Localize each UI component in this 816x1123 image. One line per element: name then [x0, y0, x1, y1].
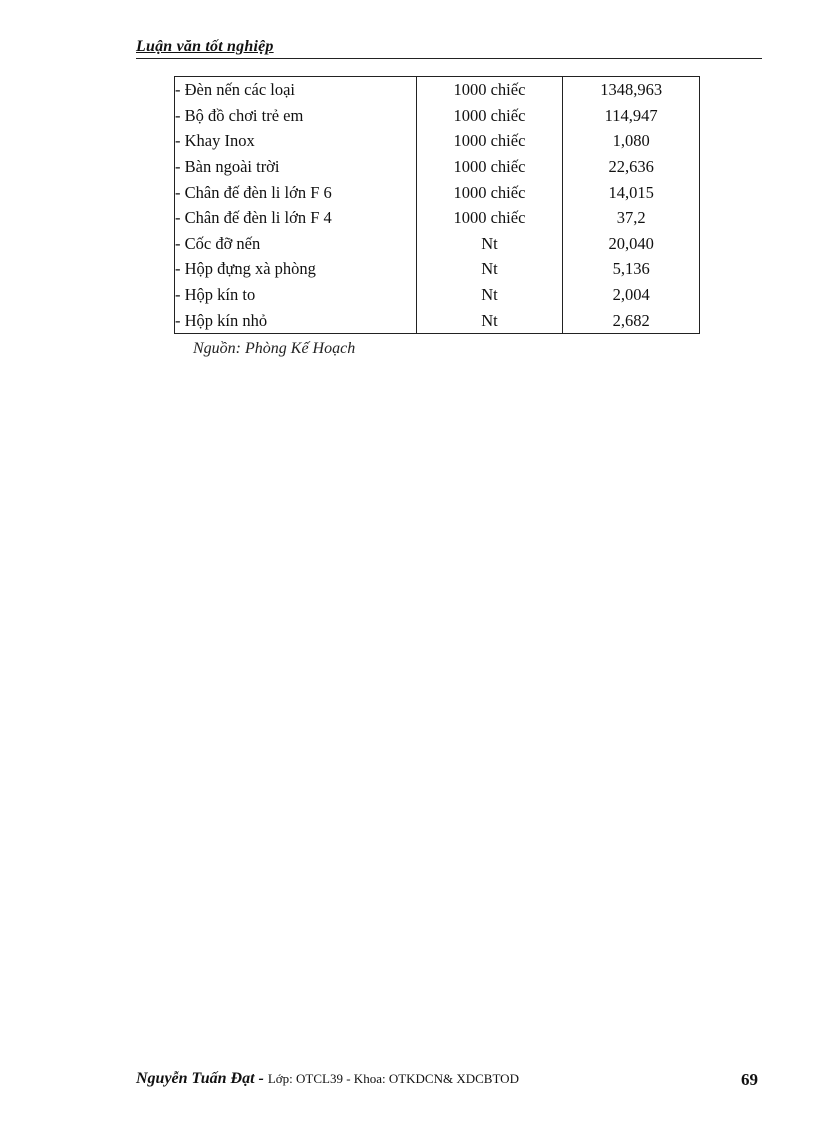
page-header: [136, 38, 762, 59]
footer-author: Nguyễn Tuấn Đạt -: [136, 1070, 268, 1087]
table-row: [175, 128, 700, 154]
table-row: [175, 282, 700, 308]
table-row: [175, 231, 700, 257]
row-unit-cell: Nt: [416, 282, 563, 308]
row-name-cell: - Bộ đồ chơi trẻ em: [175, 103, 417, 129]
row-name-cell: - Chân đế đèn li lớn F 4: [175, 205, 417, 231]
production-table: [174, 76, 700, 334]
row-value-cell: 14,015: [563, 179, 700, 205]
row-unit-cell: Nt: [416, 307, 563, 333]
row-unit-cell: 1000 chiếc: [416, 154, 563, 180]
table-row: [175, 179, 700, 205]
row-value-cell: 2,004: [563, 282, 700, 308]
row-value-cell: 114,947: [563, 103, 700, 129]
row-name-cell: - Hộp đựng xà phòng: [175, 256, 417, 282]
row-name-cell: - Hộp kín to: [175, 282, 417, 308]
row-name-cell: - Hộp kín nhỏ: [175, 307, 417, 333]
row-value-cell: 2,682: [563, 307, 700, 333]
row-name-cell: - Khay Inox: [175, 128, 417, 154]
row-value-cell: 22,636: [563, 154, 700, 180]
row-unit-cell: Nt: [416, 231, 563, 257]
row-value-cell: 1,080: [563, 128, 700, 154]
table-row: [175, 103, 700, 129]
row-unit-cell: Nt: [416, 256, 563, 282]
row-unit-cell: 1000 chiếc: [416, 77, 563, 103]
row-unit-cell: 1000 chiếc: [416, 205, 563, 231]
row-value-cell: 37,2: [563, 205, 700, 231]
row-name-cell: - Cốc đỡ nến: [175, 231, 417, 257]
table-row: [175, 154, 700, 180]
row-value-cell: 5,136: [563, 256, 700, 282]
table-row: [175, 307, 700, 333]
row-unit-cell: 1000 chiếc: [416, 179, 563, 205]
source-note: Nguồn: Phòng Kế Hoạch: [193, 340, 356, 357]
table-row: [175, 77, 700, 103]
row-name-cell: - Đèn nến các loại: [175, 77, 417, 103]
row-value-cell: 20,040: [563, 231, 700, 257]
page-footer: [136, 1070, 762, 1092]
footer-info: Lớp: OTCL39 - Khoa: OTKDCN& XDCBTOD: [267, 1071, 519, 1086]
table-row: [175, 256, 700, 282]
page-number: 69: [741, 1070, 758, 1089]
row-name-cell: - Chân đế đèn li lớn F 6: [175, 179, 417, 205]
row-name-cell: - Bàn ngoài trời: [175, 154, 417, 180]
table-row: [175, 205, 700, 231]
header-title: Luận văn tốt nghiệp: [136, 38, 274, 55]
row-unit-cell: 1000 chiếc: [416, 128, 563, 154]
row-value-cell: 1348,963: [563, 77, 700, 103]
table-body: [175, 77, 700, 334]
row-unit-cell: 1000 chiếc: [416, 103, 563, 129]
